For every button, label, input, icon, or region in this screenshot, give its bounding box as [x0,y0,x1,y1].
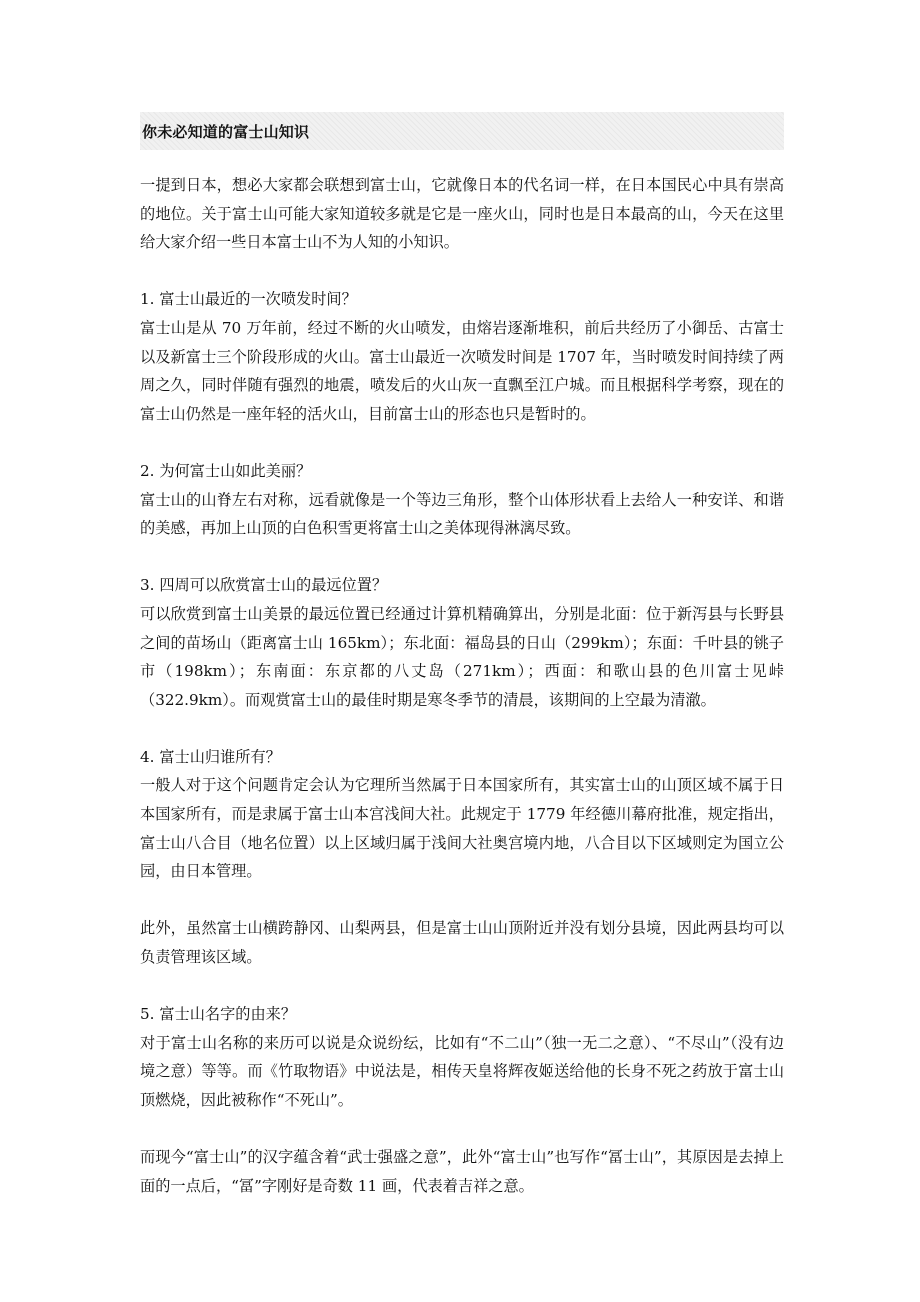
document-body [140,171,784,1200]
section-4-extra: 此外，虽然富士山横跨静冈、山梨两县，但是富士山山顶附近并没有划分县境，因此两县均可以负责管理该区域。 [140,919,784,967]
section-3-heading: 3. 四周可以欣赏富士山的最远位置？ [140,576,388,595]
paragraph-gap [140,543,784,572]
section-2-heading: 2. 为何富士山如此美丽？ [140,461,312,480]
document-title: 你未必知道的富士山知识 [142,122,310,141]
section-4-text: 一般人对于这个问题肯定会认为它理所当然属于日本国家所有，其实富士山的山顶区域不属于日本国家所有，而是隶属于富士山本宫浅间大社。此规定于 1779 年经德川幕府批准，规定指出，富士山八合目（地名位置）以上区域归属于浅间大社奥宫境内地，八合目以下区域则定为国立公园，由日本管理。 [140,776,784,881]
paragraph-gap [140,886,784,915]
section-3-text: 可以欣赏到富士山美景的最远位置已经通过计算机精确算出，分别是北面：位于新泻县与长野县之间的苗场山（距离富士山 165km）；东北面：福岛县的日山（299km）；东面：千叶县的铫子市（198km）；东南面：东京都的八丈岛（271km）；西面：和歌山县的色川富士见峠（322.9km）。而观赏富士山的最佳时期是寒冬季节的清晨，该期间的上空最为清澈。 [140,604,784,709]
paragraph-gap [140,257,784,286]
paragraph-gap [140,972,784,1001]
section-5-heading: 5. 富士山名字的由来？ [140,1005,297,1024]
section-1-text: 富士山是从 70 万年前，经过不断的火山喷发，由熔岩逐渐堆积，前后共经历了小御岳、古富士以及新富士三个阶段形成的火山。富士山最近一次喷发时间是 1707 年，当时喷发时间持续了两周之久，同时伴随有强烈的地震，喷发后的火山灰一直飘至江户城。而且根据科学考察，现在的富士山仍然是一座年轻的活火山，目前富士山的形态也只是暂时的。 [140,318,784,423]
paragraph-gap [140,428,784,457]
section-2-text: 富士山的山脊左右对称，远看就像是一个等边三角形，整个山体形状看上去给人一种安详、和谐的美感，再加上山顶的白色积雪更将富士山之美体现得淋漓尽致。 [140,490,784,538]
section-5-text: 对于富士山名称的来历可以说是众说纷纭，比如有“不二山”（独一无二之意）、“不尽山”（没有边境之意）等等。而《竹取物语》中说法是，相传天皇将辉夜姬送给他的长身不死之药放于富士山顶燃烧，因此被称作“不死山”。 [140,1033,784,1109]
paragraph-gap [140,1115,784,1144]
intro-paragraph: 一提到日本，想必大家都会联想到富士山，它就像日本的代名词一样，在日本国民心中具有崇高的地位。关于富士山可能大家知道较多就是它是一座火山，同时也是日本最高的山，今天在这里给大家介绍一些日本富士山不为人知的小知识。 [140,176,784,252]
section-1-heading: 1. 富士山最近的一次喷发时间？ [140,290,357,309]
paragraph-gap [140,714,784,743]
title-bar [140,112,784,150]
section-5-extra: 而现今“富士山”的汉字蕴含着“武士强盛之意”，此外“富士山”也写作“冨士山”，其原因是去掉上面的一点后，“冨”字刚好是奇数 11 画，代表着吉祥之意。 [140,1148,784,1195]
document-page [140,112,784,1200]
section-4-heading: 4. 富士山归谁所有？ [140,747,281,766]
